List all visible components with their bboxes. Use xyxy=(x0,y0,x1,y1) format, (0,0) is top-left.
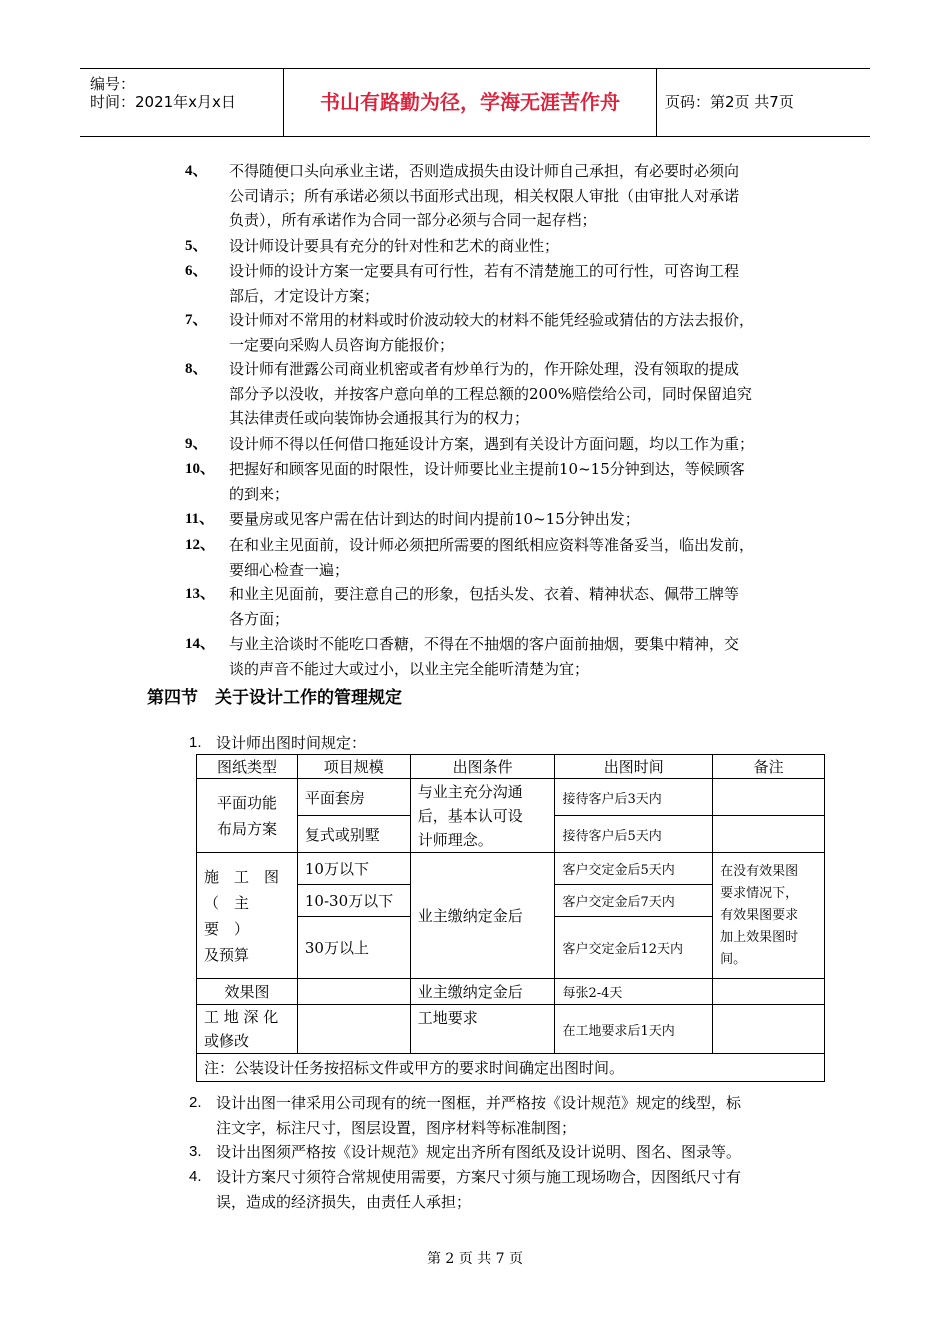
item-number: 2. xyxy=(189,1094,202,1111)
item-line: 负责），所有承诺作为合同一部分必须与合同一起存档； xyxy=(229,211,597,229)
item-line: 设计出图须严格按《设计规范》规定出齐所有图纸及设计说明、图名、图录等。 xyxy=(216,1143,742,1161)
table-row xyxy=(197,853,825,885)
item-line: 公司请示；所有承诺必须以书面形式出现，相关权限人审批（由审批人对承诺 xyxy=(229,186,740,205)
cell-line: 加上效果图时 xyxy=(720,929,799,945)
cell-line: 有效果图要求 xyxy=(720,907,799,923)
table-cell xyxy=(713,853,825,979)
item-number: 4. xyxy=(189,1168,202,1185)
table-cell xyxy=(713,979,825,1005)
item-line: 不得随便口头向承业主诺，否则造成损失由设计师自己承担，有必要时必须向 xyxy=(229,162,740,180)
table-cell: 在工地要求后1天内 xyxy=(555,1005,713,1054)
item-line: 要细心检查一遍； xyxy=(229,560,350,579)
item-line: 设计师的设计方案一定要具有可行性，若有不清楚施工的可行性，可咨询工程 xyxy=(229,262,740,280)
cell-line: 与业主充分沟通 xyxy=(417,782,523,801)
item-line: 与业主洽谈时不能吃口香糖，不得在不抽烟的客户面前抽烟，要集中精神，交 xyxy=(229,635,740,653)
item-line: 部分予以没收，并按客户意向单的工程总额的200%赔偿给公司，同时保留追究 xyxy=(229,384,752,403)
item-line: 设计方案尺寸须符合常规使用需要，方案尺寸须与施工现场吻合，因图纸尺寸有 xyxy=(216,1168,742,1186)
item-line: 把握好和顾客见面的时限性，设计师要比业主提前10~15分钟到达，等候顾客 xyxy=(229,460,745,478)
page-footer: 第 2 页 共 7 页 xyxy=(426,1251,524,1267)
table-cell: 30万以上 xyxy=(297,917,410,979)
table-cell: 10万以下 xyxy=(297,853,410,885)
item-line: 其法律责任或向装饰协会通报其行为的权力； xyxy=(229,409,530,427)
item-line: 设计出图一律采用公司现有的统一图框，并严格按《设计规范》规定的线型，标 xyxy=(216,1094,742,1112)
drawing-schedule-table xyxy=(196,754,825,1082)
item-line: 部后，才定设计方案； xyxy=(229,286,380,305)
item-number: 14、 xyxy=(185,636,216,652)
cell-line: 平面功能 xyxy=(216,793,277,812)
table-cell: 客户交定金后7天内 xyxy=(555,885,713,917)
table-cell: 客户交定金后12天内 xyxy=(555,917,713,979)
item-number: 3. xyxy=(189,1143,202,1160)
item-number: 5、 xyxy=(185,238,208,254)
item-line: 误，造成的经济损失，由责任人承担； xyxy=(216,1192,472,1211)
table-header-row xyxy=(197,755,825,779)
cell-line: 要求情况下， xyxy=(720,885,799,901)
table-cell: 10-30万以下 xyxy=(297,885,410,917)
item-number: 1. xyxy=(189,734,202,751)
section-title: 第四节 关于设计工作的管理规定 xyxy=(147,688,402,708)
item-number: 13、 xyxy=(185,586,216,602)
table-cell: 每张2-4天 xyxy=(555,979,713,1005)
item-number: 4、 xyxy=(185,163,208,179)
table-header: 图纸类型 xyxy=(197,755,298,779)
item-line: 设计师不得以任何借口拖延设计方案，遇到有关设计方面问题，均以工作为重； xyxy=(229,435,755,453)
table-header: 备注 xyxy=(713,755,825,779)
table-cell: 平面套房 xyxy=(297,779,410,816)
table-cell xyxy=(713,779,825,816)
item-number: 9、 xyxy=(185,436,208,452)
item-line: 设计师有泄露公司商业机密或者有炒单行为的，作开除处理，没有领取的提成 xyxy=(229,360,740,378)
table-header: 项目规模 xyxy=(297,755,410,779)
table-cell: 工地要求 xyxy=(410,1005,555,1054)
cell-line: 及预算 xyxy=(204,945,250,964)
cell-line: 施 工 图 xyxy=(204,867,280,886)
item-line: 设计师出图时间规定： xyxy=(216,734,367,752)
item-line: 和业主见面前，要注意自己的形象，包括头发、衣着、精神状态、佩带工牌等 xyxy=(229,585,740,603)
item-line: 一定要向采购人员咨询方能报价； xyxy=(229,335,455,354)
item-number: 10、 xyxy=(185,461,216,477)
item-number: 8、 xyxy=(185,361,208,377)
cell-line: 计师理念。 xyxy=(417,830,493,849)
item-line: 设计师设计要具有充分的针对性和艺术的商业性； xyxy=(229,237,560,255)
header-motto: 书山有路勤为径，学海无涯苦作舟 xyxy=(284,69,657,136)
table-cell xyxy=(297,979,410,1005)
table-footnote-row xyxy=(197,1054,825,1082)
table-cell xyxy=(713,1005,825,1054)
cell-line: （ 主 要 ） xyxy=(204,893,265,938)
table-cell: 客户交定金后5天内 xyxy=(555,853,713,885)
table-row xyxy=(197,979,825,1005)
table-cell xyxy=(297,1005,410,1054)
item-line: 注文字，标注尺寸，图层设置，图序材料等标准制图； xyxy=(216,1118,577,1137)
cell-line: 间。 xyxy=(720,951,747,967)
item-line: 在和业主见面前，设计师必须把所需要的图纸相应资料等准备妥当，临出发前， xyxy=(229,536,755,554)
time-label: 时间：2021年x月x日 xyxy=(90,93,236,111)
table-header: 出图条件 xyxy=(410,755,555,779)
header-meta xyxy=(80,69,284,136)
table-cell: 业主缴纳定金后 xyxy=(410,979,555,1005)
item-line: 谈的声音不能过大或过小，以业主完全能听清楚为宜； xyxy=(229,659,590,678)
table-row xyxy=(197,779,825,816)
table-header: 出图时间 xyxy=(555,755,713,779)
cell-line: 工 地 深 化 xyxy=(204,1008,279,1026)
page-header xyxy=(80,68,870,137)
table-cell: 接待客户后5天内 xyxy=(555,816,713,853)
table-cell: 业主缴纳定金后 xyxy=(410,853,555,979)
table-footnote: 注：公装设计任务按招标文件或甲方的要求时间确定出图时间。 xyxy=(197,1054,825,1082)
item-number: 6、 xyxy=(185,263,208,279)
table-cell: 接待客户后3天内 xyxy=(555,779,713,816)
item-line: 设计师对不常用的材料或时价波动较大的材料不能凭经验或猜估的方法去报价， xyxy=(229,311,755,329)
table-cell: 效果图 xyxy=(197,979,298,1005)
table-cell xyxy=(410,779,555,853)
table-cell xyxy=(197,1005,298,1054)
cell-line: 或修改 xyxy=(204,1032,250,1050)
table-cell xyxy=(197,853,298,979)
table-cell xyxy=(713,816,825,853)
item-line: 各方面； xyxy=(229,609,290,628)
serial-label: 编号： xyxy=(90,75,136,93)
table-cell: 复式或别墅 xyxy=(297,816,410,853)
item-line: 要量房或见客户需在估计到达的时间内提前10~15分钟出发； xyxy=(229,510,640,528)
cell-line: 后，基本认可设 xyxy=(417,806,523,825)
cell-line: 布局方案 xyxy=(216,819,277,838)
table-cell xyxy=(197,779,298,853)
table-row xyxy=(197,1005,825,1054)
item-number: 7、 xyxy=(185,312,208,328)
header-page-info: 页码：第2页 共7页 xyxy=(665,93,794,111)
item-number: 11、 xyxy=(185,511,215,527)
item-line: 的到来； xyxy=(229,484,290,503)
cell-line: 在没有效果图 xyxy=(720,863,799,879)
item-number: 12、 xyxy=(185,537,216,553)
